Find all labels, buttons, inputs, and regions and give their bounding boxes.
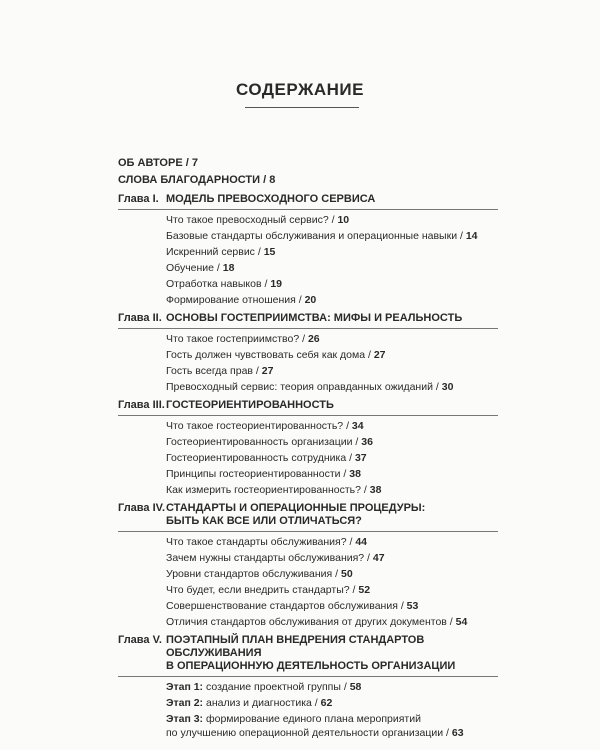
- chapter-number: Глава II.: [118, 312, 162, 324]
- toc-item[interactable]: Превосходный сервис: теория оправданных ожиданий / 30: [166, 381, 454, 393]
- toc-item-label: Что будет, если внедрить стандарты?: [166, 584, 350, 596]
- chapter-heading[interactable]: [118, 193, 498, 208]
- toc-item-label: Искренний сервис: [166, 246, 255, 258]
- toc-item[interactable]: Гость должен чувствовать себя как дома / 27: [166, 349, 386, 361]
- toc-item-label: Что такое гостеориентированность?: [166, 420, 344, 432]
- chapter-3: [118, 399, 498, 498]
- toc-entry-page: 7: [191, 157, 198, 169]
- toc-item-stage-3[interactable]: Этап 3: формирование единого плана мероприятий по улучшению операционной деятельности организации / 63: [166, 713, 464, 739]
- chapter-divider: [118, 209, 498, 210]
- toc-item-stage-1[interactable]: Этап 1: создание проектной группы / 58: [166, 681, 362, 693]
- toc-entry-acknowledgements[interactable]: СЛОВА БЛАГОДАРНОСТИ / 8: [118, 174, 276, 186]
- toc-item-label: Уровни стандартов обслуживания: [166, 568, 333, 580]
- toc-item-page: 53: [406, 600, 419, 612]
- toc-item-label: Гостеориентированность сотрудника: [166, 452, 347, 464]
- toc-item[interactable]: Что такое стандарты обслуживания? / 44: [166, 536, 368, 548]
- toc-item[interactable]: Искренний сервис / 15: [166, 246, 276, 258]
- toc-item-label: Совершенствование стандартов обслуживания: [166, 600, 398, 612]
- chapter-divider: [118, 415, 498, 416]
- toc-item-page: 47: [372, 552, 385, 564]
- toc-item-page: 26: [307, 333, 320, 345]
- toc-item-page: 15: [263, 246, 276, 258]
- chapter-heading[interactable]: [118, 399, 498, 414]
- toc-item-page: 38: [369, 484, 382, 496]
- toc-item-page: 27: [373, 349, 386, 361]
- toc-item-label: Отличия стандартов обслуживания от других документов: [166, 616, 447, 628]
- section-list: [166, 418, 498, 498]
- toc-item-label: Принципы гостеориентированности: [166, 468, 341, 480]
- toc-item[interactable]: Обучение / 18: [166, 262, 235, 274]
- toc-item-page: 52: [358, 584, 371, 596]
- chapter-title: [166, 634, 498, 673]
- table-of-contents: [118, 155, 498, 740]
- toc-item-page: 58: [349, 681, 362, 693]
- toc-item-label: Базовые стандарты обслуживания и операционные навыки: [166, 230, 458, 242]
- toc-item-page: 14: [465, 230, 478, 242]
- chapter-title: ГОСТЕОРИЕНТИРОВАННОСТЬ: [166, 399, 334, 411]
- section-list: [166, 679, 498, 740]
- stage-label: Этап 1:: [166, 681, 204, 693]
- toc-item-page: 62: [320, 697, 333, 709]
- toc-item-label: Обучение: [166, 262, 215, 274]
- toc-item-label: Как измерить гостеориентированность?: [166, 484, 361, 496]
- chapter-4: [118, 502, 498, 630]
- toc-item-page: 44: [355, 536, 368, 548]
- toc-item[interactable]: Гостеориентированность сотрудника / 37: [166, 452, 367, 464]
- toc-item-page: 63: [451, 727, 464, 739]
- toc-item[interactable]: Совершенствование стандартов обслуживания / 53: [166, 600, 419, 612]
- chapter-title-line: СТАНДАРТЫ И ОПЕРАЦИОННЫЕ ПРОЦЕДУРЫ:: [166, 502, 426, 514]
- section-list: [166, 212, 498, 308]
- toc-item-label: анализ и диагностика: [205, 697, 312, 709]
- stage-label: Этап 3:: [166, 713, 204, 725]
- chapter-heading[interactable]: [118, 634, 498, 675]
- chapter-5: [118, 634, 498, 740]
- chapter-title: [166, 502, 498, 528]
- toc-item-label: Гостеориентированность организации: [166, 436, 353, 448]
- toc-item-label: Зачем нужны стандарты обслуживания?: [166, 552, 365, 564]
- toc-item-page: 36: [361, 436, 373, 448]
- toc-item-page: 27: [261, 365, 274, 377]
- toc-item[interactable]: Формирование отношения / 20: [166, 294, 317, 306]
- chapter-divider: [118, 531, 498, 532]
- toc-item[interactable]: Как измерить гостеориентированность? / 38: [166, 484, 382, 496]
- toc-item-label: создание проектной группы: [205, 681, 341, 693]
- chapter-title-line: ПОЭТАПНЫЙ ПЛАН ВНЕДРЕНИЯ СТАНДАРТОВ ОБСЛУЖИВАНИЯ: [166, 634, 425, 659]
- section-list: [166, 534, 498, 630]
- toc-item-label: Гость всегда прав: [166, 365, 254, 377]
- toc-item-page: 10: [337, 214, 350, 226]
- toc-item-label: по улучшению операционной деятельности организации: [166, 727, 444, 739]
- toc-item-label: Гость должен чувствовать себя как дома: [166, 349, 366, 361]
- chapter-number: Глава V.: [118, 634, 162, 646]
- toc-entry-about-author[interactable]: ОБ АВТОРЕ / 7: [118, 157, 198, 169]
- toc-item-label: Что такое гостеприимство?: [166, 333, 300, 345]
- toc-item[interactable]: Принципы гостеориентированности / 38: [166, 468, 361, 480]
- toc-entry-label: СЛОВА БЛАГОДАРНОСТИ: [118, 174, 261, 186]
- toc-entry-label: ОБ АВТОРЕ: [118, 157, 183, 169]
- toc-item-page: 34: [351, 420, 364, 432]
- toc-item[interactable]: Отличия стандартов обслуживания от других документов / 54: [166, 616, 468, 628]
- toc-item-label: Отработка навыков: [166, 278, 262, 290]
- toc-item[interactable]: Уровни стандартов обслуживания / 50: [166, 568, 353, 580]
- toc-item-label: Что такое превосходный сервис?: [166, 214, 329, 226]
- chapter-number: Глава IV.: [118, 502, 166, 514]
- chapter-divider: [118, 328, 498, 329]
- toc-item-label: формирование единого плана мероприятий: [205, 713, 421, 725]
- chapter-heading[interactable]: [118, 502, 498, 530]
- toc-item-page: 20: [304, 294, 317, 306]
- toc-item-page: 37: [354, 452, 367, 464]
- toc-item-label: Формирование отношения: [166, 294, 296, 306]
- toc-item[interactable]: Отработка навыков / 19: [166, 278, 283, 290]
- toc-item-stage-2[interactable]: Этап 2: анализ и диагностика / 62: [166, 697, 333, 709]
- toc-entry-page: 8: [269, 174, 276, 186]
- chapter-1: [118, 193, 498, 308]
- toc-item[interactable]: Гость всегда прав / 27: [166, 365, 274, 377]
- stage-label: Этап 2:: [166, 697, 204, 709]
- chapter-title-line: В ОПЕРАЦИОННУЮ ДЕЯТЕЛЬНОСТЬ ОРГАНИЗАЦИИ: [166, 660, 456, 672]
- toc-item[interactable]: Что такое гостеориентированность? / 34: [166, 420, 364, 432]
- chapter-title-line: БЫТЬ КАК ВСЕ ИЛИ ОТЛИЧАТЬСЯ?: [166, 515, 362, 527]
- toc-item-page: 30: [441, 381, 454, 393]
- toc-item[interactable]: Базовые стандарты обслуживания и операционные навыки / 14: [166, 230, 478, 242]
- chapter-title: ОСНОВЫ ГОСТЕПРИИМСТВА: МИФЫ И РЕАЛЬНОСТЬ: [166, 312, 463, 324]
- toc-item[interactable]: Что такое гостеприимство? / 26: [166, 333, 320, 345]
- section-list: [166, 331, 498, 395]
- chapter-2: [118, 312, 498, 395]
- toc-item-page: 18: [222, 262, 235, 274]
- toc-item-label: Что такое стандарты обслуживания?: [166, 536, 347, 548]
- page-title: СОДЕРЖАНИЕ: [236, 80, 364, 99]
- toc-item[interactable]: Зачем нужны стандарты обслуживания? / 47: [166, 552, 385, 564]
- chapter-number: Глава III.: [118, 399, 165, 411]
- toc-item-page: 38: [349, 468, 361, 480]
- chapter-heading[interactable]: [118, 312, 498, 327]
- toc-item-page: 19: [270, 278, 283, 290]
- toc-item-label: Превосходный сервис: теория оправданных ожиданий: [166, 381, 433, 393]
- chapter-title: МОДЕЛЬ ПРЕВОСХОДНОГО СЕРВИСА: [166, 193, 376, 205]
- toc-item[interactable]: Что такое превосходный сервис? / 10: [166, 214, 350, 226]
- toc-item-page: 54: [455, 616, 468, 628]
- chapter-divider: [118, 676, 498, 677]
- toc-item-page: 50: [341, 568, 353, 580]
- toc-item[interactable]: Что будет, если внедрить стандарты? / 52: [166, 584, 371, 596]
- toc-item[interactable]: Гостеориентированность организации / 36: [166, 436, 373, 448]
- chapter-number: Глава I.: [118, 193, 159, 205]
- title-divider: [245, 107, 359, 108]
